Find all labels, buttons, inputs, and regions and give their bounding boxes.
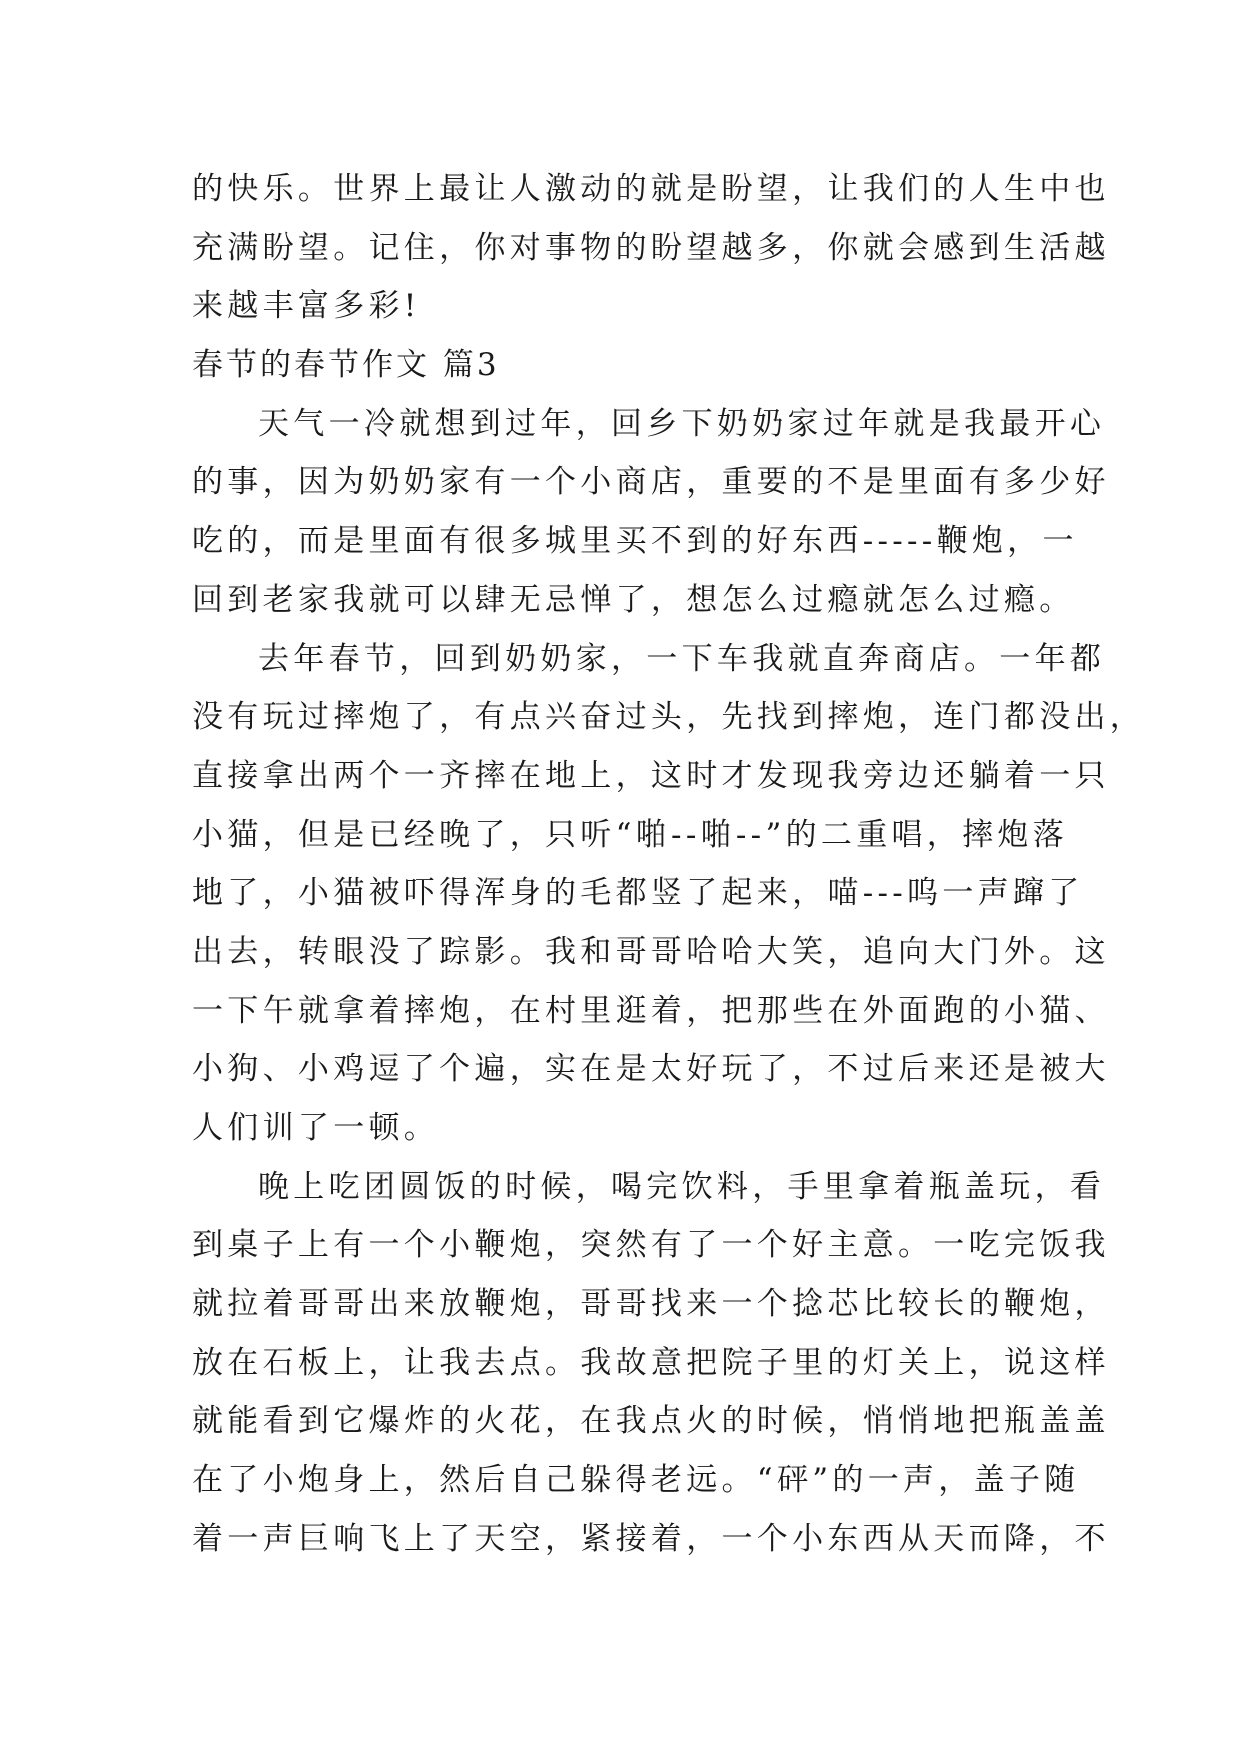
text-line: 直接拿出两个一齐摔在地上，这时才发现我旁边还躺着一只 bbox=[192, 757, 1110, 794]
paragraph-first-line: 去年春节，回到奶奶家，一下车我就直奔商店。一年都 bbox=[258, 640, 1106, 677]
text-line: 小狗、小鸡逗了个遍，实在是太好玩了，不过后来还是被大 bbox=[192, 1051, 1110, 1088]
text-line: 出去，转眼没了踪影。我和哥哥哈哈大笑，追向大门外。这 bbox=[192, 933, 1110, 970]
text-line: 地了，小猫被吓得浑身的毛都竖了起来，喵---呜一声蹿了 bbox=[192, 875, 1084, 912]
text-line: 放在石板上，让我去点。我故意把院子里的灯关上，说这样 bbox=[192, 1344, 1110, 1381]
text-line: 没有玩过摔炮了，有点兴奋过头，先找到摔炮，连门都没出， bbox=[192, 699, 1146, 736]
text-line: 的快乐。世界上最让人激动的就是盼望，让我们的人生中也 bbox=[192, 171, 1110, 207]
text-line: 吃的，而是里面有很多城里买不到的好东西-----鞭炮，一 bbox=[192, 523, 1078, 560]
text-line: 到桌子上有一个小鞭炮，突然有了一个好主意。一吃完饭我 bbox=[192, 1227, 1110, 1264]
text-line: 回到老家我就可以肆无忌惮了，想怎么过瘾就怎么过瘾。 bbox=[192, 581, 1075, 618]
text-line: 充满盼望。记住，你对事物的盼望越多，你就会感到生活越 bbox=[192, 229, 1110, 266]
essay-text bbox=[192, 160, 1146, 1569]
text-line: 来越丰富多彩! bbox=[192, 288, 421, 325]
paragraph-first-line: 晚上吃团圆饭的时候，喝完饮料，手里拿着瓶盖玩，看 bbox=[258, 1168, 1106, 1205]
text-line: 就能看到它爆炸的火花，在我点火的时候，悄悄地把瓶盖盖 bbox=[192, 1403, 1110, 1440]
text-line: 就拉着哥哥出来放鞭炮，哥哥找来一个捻芯比较长的鞭炮， bbox=[192, 1286, 1110, 1323]
text-line: 的事，因为奶奶家有一个小商店，重要的不是里面有多少好 bbox=[192, 464, 1110, 501]
paragraph-first-line: 天气一冷就想到过年，回乡下奶奶家过年就是我最开心 bbox=[258, 405, 1106, 442]
text-line: 小猫，但是已经晚了，只听“啪--啪--”的二重唱，摔炮落 bbox=[192, 816, 1068, 853]
text-line: 着一声巨响飞上了天空，紧接着，一个小东西从天而降，不 bbox=[192, 1520, 1110, 1557]
text-line: 人们训了一顿。 bbox=[192, 1110, 440, 1146]
text-line: 在了小炮身上，然后自己躲得老远。“砰”的一声，盖子随 bbox=[192, 1462, 1080, 1499]
text-line: 一下午就拿着摔炮，在村里逛着，把那些在外面跑的小猫、 bbox=[192, 992, 1110, 1029]
section-title: 春节的春节作文 篇3 bbox=[192, 347, 500, 384]
